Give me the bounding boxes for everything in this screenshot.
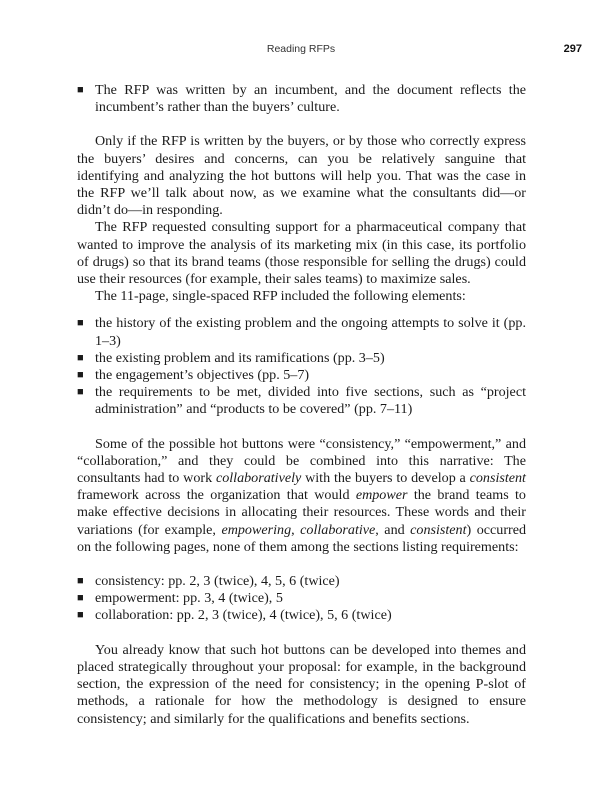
rfp-elements-list [77, 315, 526, 418]
list-item [77, 384, 526, 418]
list-item-text: consistency: pp. 2, 3 (twice), 4, 5, 6 (twice) [95, 573, 340, 590]
list-item [77, 573, 526, 590]
list-item [77, 350, 526, 367]
list-item-text: the requirements to be met, divided into five sections, such as “project administration” and “products to be covered” (pp. 7–11) [95, 384, 526, 418]
paragraph: The 11-page, single-spaced RFP included the following elements: [95, 288, 466, 305]
running-head: Reading RFPs [266, 43, 336, 55]
list-item-text: the existing problem and its ramifications (pp. 3–5) [95, 349, 385, 366]
square-bullet-icon: ■ [77, 592, 84, 605]
square-bullet-icon: ■ [77, 575, 84, 588]
page-header [0, 43, 602, 59]
list-item-text: the history of the existing problem and the ongoing attempts to solve it (pp. 1–3) [95, 315, 526, 349]
list-item [77, 315, 526, 349]
page-number: 297 [563, 43, 582, 55]
paragraph: Only if the RFP is written by the buyers, or by those who correctly express the buyers’ desires and concerns, can you be relatively sanguine that identifying and analyzing the hot buttons will help you. That was the case in the RFP we’ll talk about now, as we examine what the consultants did—or didn’t do—in responding. [77, 133, 526, 219]
list-item [77, 367, 526, 384]
list-item-text: empowerment: pp. 3, 4 (twice), 5 [95, 590, 283, 607]
list-item-text: collaboration: pp. 2, 3 (twice), 4 (twice), 5, 6 (twice) [95, 607, 392, 624]
list-item-text: The RFP was written by an incumbent, and the document reflects the incumbent’s rather than the buyers’ culture. [95, 82, 526, 116]
list-item [77, 590, 526, 607]
paragraph: The RFP requested consulting support for a pharmaceutical company that wanted to improve the analysis of its marketing mix (in this case, its portfolio of drugs) so that its brand teams (those responsible for selling the drugs) could use their resources (for example, their sales teams) to maximize sales. [77, 219, 526, 288]
square-bullet-icon: ■ [77, 84, 84, 96]
square-bullet-icon: ■ [77, 317, 84, 330]
list-item [77, 607, 526, 624]
square-bullet-icon: ■ [77, 386, 84, 399]
page-body [77, 82, 526, 728]
square-bullet-icon: ■ [77, 609, 84, 622]
list-item [77, 82, 526, 116]
square-bullet-icon: ■ [77, 351, 84, 364]
hot-button-occurrences-list [77, 573, 526, 625]
paragraph: You already know that such hot buttons can be developed into themes and placed strategically throughout your proposal: for example, in the background section, the expression of the need for consistency; in the opening P-slot of methods, a rationale for how the methodology is designed to ensure consistency; and similarly for the qualifications and benefits sections. [77, 641, 526, 727]
intro-bullet-list [77, 82, 526, 116]
square-bullet-icon: ■ [77, 369, 84, 382]
list-item-text: the engagement’s objectives (pp. 5–7) [95, 367, 310, 384]
paragraph: Some of the possible hot buttons were “consistency,” “empowerment,” and “collaboration,” and they could be combined into this narrative: The consultants had to work collaboratively with the buyers to develop a consistent framework across the organization that would empower the brand teams to make effective decisions in allocating their resources. These words and their variations (for example, empowering, collaborative, and consistent) occurred on the following pages, none of them among the sections listing requirements: [77, 435, 527, 555]
